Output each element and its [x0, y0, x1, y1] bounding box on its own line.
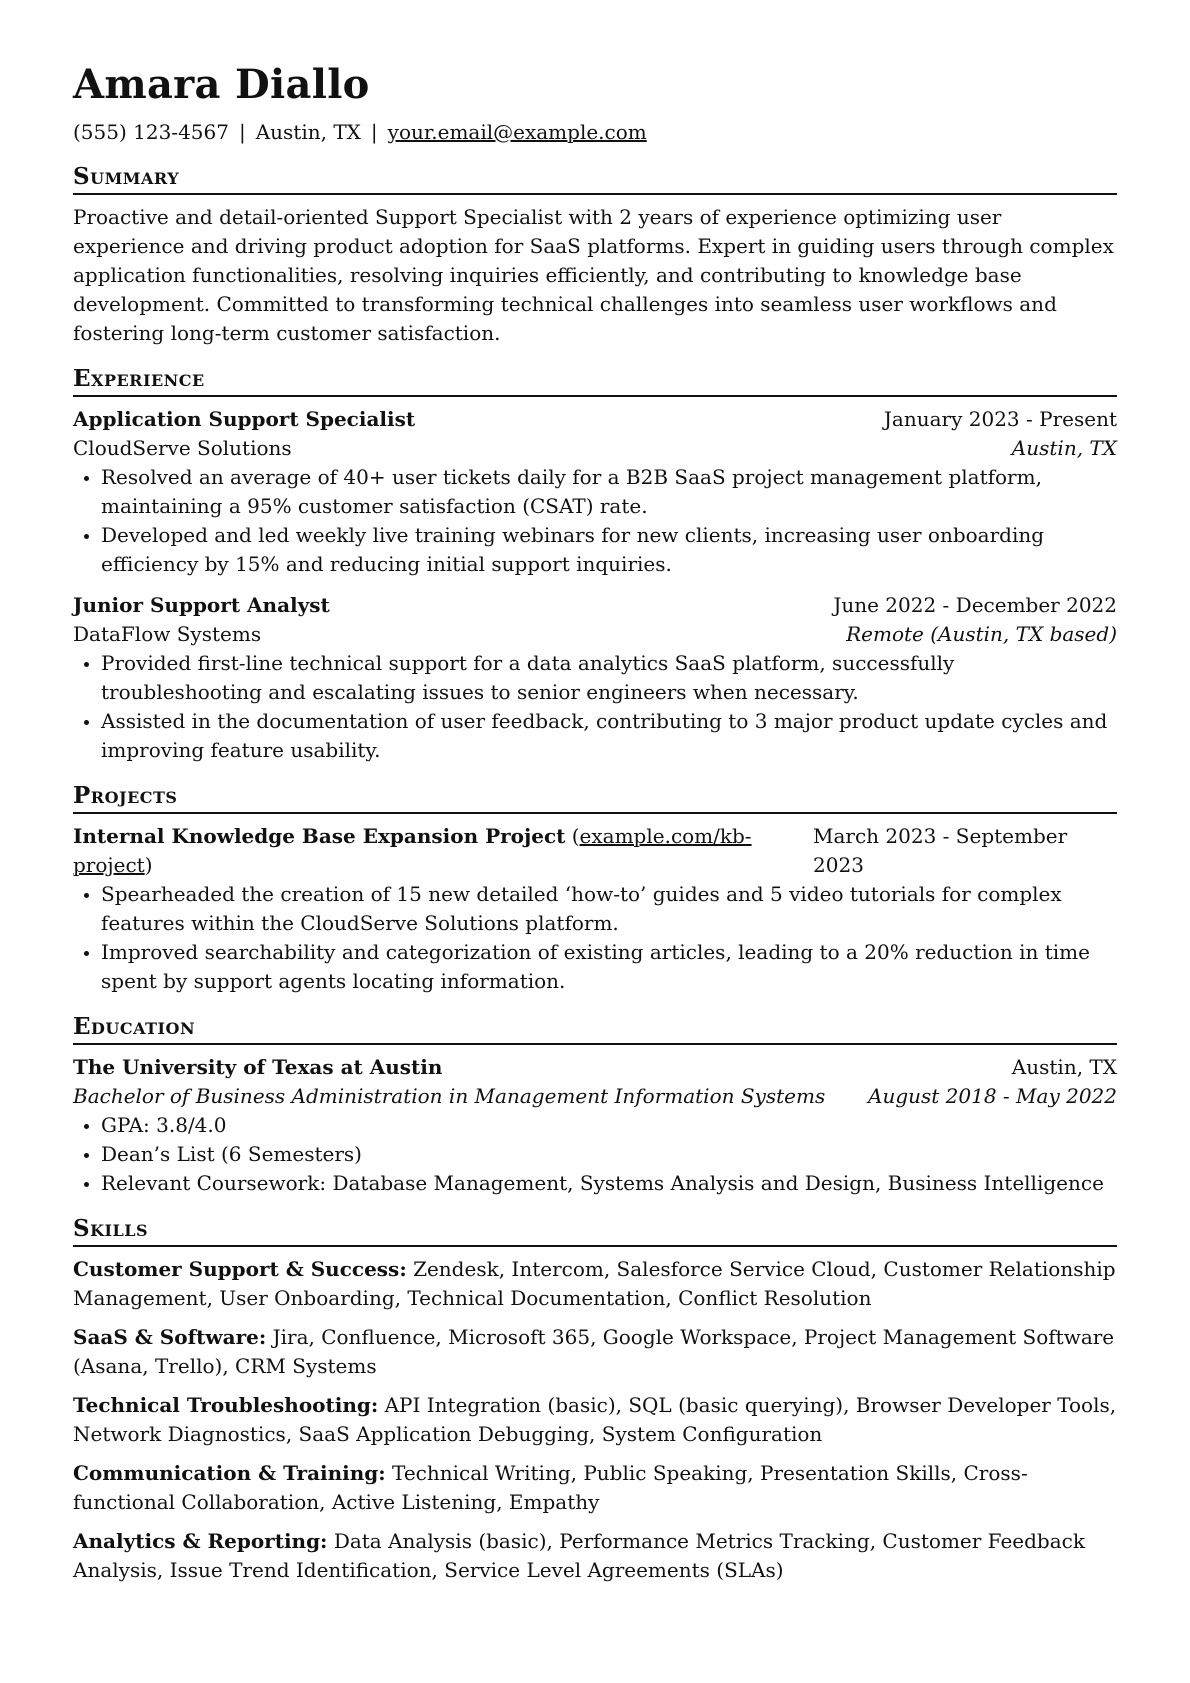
project-entry: Internal Knowledge Base Expansion Project (example.com/kb-project) March 2023 - September 2023 • Spearheaded the creation of 15 new detailed ‘how-to’ guides and 5 video tutorials for complex features within the CloudServe Solutions platform. • Improved searchability and categorization of existing articles, leading to a 20% reduction in time spent by support agents locating information.	[73, 822, 1117, 996]
skill-group	[73, 1323, 1117, 1381]
list-item: • Improved searchability and categorization of existing articles, leading to a 20% reduction in time spent by support agents locating information.	[101, 938, 1117, 996]
contact-line	[73, 118, 1117, 146]
skill-label: SaaS & Software:	[73, 1325, 267, 1349]
degree: Bachelor of Business Administration in Management Information Systems	[73, 1084, 826, 1108]
section-title-projects: Projects	[73, 781, 1117, 814]
skill-items: Technical Writing, Public Speaking, Presentation Skills, Cross-functional Collaboration, Active Listening, Empathy	[73, 1461, 1028, 1514]
summary-section	[73, 162, 1117, 348]
job-location: Austin, TX	[1011, 436, 1117, 460]
school-location: Austin, TX	[1011, 1055, 1117, 1079]
skills-section	[73, 1214, 1117, 1585]
skill-label: Communication & Training:	[73, 1461, 386, 1485]
skill-items: Data Analysis (basic), Performance Metrics Tracking, Customer Feedback Analysis, Issue Trend Identification, Service Level Agreements (SLAs)	[73, 1529, 1085, 1582]
project-dates: March 2023 - September 2023	[813, 824, 1068, 877]
school-name: The University of Texas at Austin	[73, 1055, 443, 1079]
project-bullets	[73, 880, 1117, 996]
job-bullets	[73, 463, 1117, 579]
list-item: • Spearheaded the creation of 15 new detailed ‘how-to’ guides and 5 video tutorials for complex features within the CloudServe Solutions platform.	[101, 880, 1117, 938]
section-title-skills: Skills	[73, 1214, 1117, 1247]
job-entry	[73, 405, 1117, 579]
job-role: Junior Support Analyst	[73, 593, 330, 617]
list-item: • Provided first-line technical support for a data analytics SaaS platform, successfully troubleshooting and escalating issues to senior engineers when necessary.	[101, 649, 1117, 707]
skill-items: API Integration (basic), SQL (basic querying), Browser Developer Tools, Network Diagnostics, SaaS Application Debugging, System Configuration	[73, 1393, 1117, 1446]
education-entry	[73, 1053, 1117, 1198]
list-item: • Relevant Coursework: Database Management, Systems Analysis and Design, Business Intelligence	[101, 1169, 1117, 1198]
job-role: Application Support Specialist	[73, 407, 416, 431]
project-link[interactable]: example.com/kb-project	[73, 824, 752, 877]
job-company: CloudServe Solutions	[73, 436, 292, 460]
skill-group	[73, 1255, 1117, 1313]
skill-items: Jira, Confluence, Microsoft 365, Google Workspace, Project Management Software (Asana, Trello), CRM Systems	[73, 1325, 1115, 1378]
skill-label: Customer Support & Success:	[73, 1257, 407, 1281]
summary-text: Proactive and detail-oriented Support Specialist with 2 years of experience optimizing user experience and driving product adoption for SaaS platforms. Expert in guiding users through complex application functionalities, resolving inquiries efficiently, and contributing to knowledge base development. Committed to transforming technical challenges into seamless user workflows and fostering long-term customer satisfaction.	[73, 205, 1114, 345]
candidate-name: Amara Diallo	[73, 61, 370, 108]
skill-group	[73, 1391, 1117, 1449]
separator: |	[238, 120, 246, 144]
job-entry	[73, 591, 1117, 765]
job-dates: June 2022 - December 2022	[833, 593, 1117, 617]
separator: |	[370, 120, 378, 144]
job-dates: January 2023 - Present	[883, 407, 1117, 431]
project-name: Internal Knowledge Base Expansion Project	[73, 824, 566, 848]
skill-group	[73, 1527, 1117, 1585]
email-link[interactable]: your.email@example.com	[387, 120, 647, 144]
list-item: • Assisted in the documentation of user feedback, contributing to 3 major product update cycles and improving feature usability.	[101, 707, 1117, 765]
job-company: DataFlow Systems	[73, 622, 262, 646]
job-bullets	[73, 649, 1117, 765]
list-item: • Developed and led weekly live training webinars for new clients, increasing user onboarding efficiency by 15% and reducing initial support inquiries.	[101, 521, 1117, 579]
list-item: • Dean’s List (6 Semesters)	[101, 1140, 1117, 1169]
experience-section	[73, 364, 1117, 765]
phone: (555) 123-4567	[73, 120, 229, 144]
skill-group	[73, 1459, 1117, 1517]
location: Austin, TX	[255, 120, 361, 144]
skill-label: Analytics & Reporting:	[73, 1529, 328, 1553]
list-item: • Resolved an average of 40+ user tickets daily for a B2B SaaS project management platform, maintaining a 95% customer satisfaction (CSAT) rate.	[101, 463, 1117, 521]
section-title-experience: Experience	[73, 364, 1117, 397]
education-section	[73, 1012, 1117, 1198]
education-bullets	[73, 1111, 1117, 1198]
section-title-education: Education	[73, 1012, 1117, 1045]
education-dates: August 2018 - May 2022	[868, 1084, 1117, 1108]
skill-items: Zendesk, Intercom, Salesforce Service Cloud, Customer Relationship Management, User Onboarding, Technical Documentation, Conflict Resolution	[73, 1257, 1116, 1310]
job-location: Remote (Austin, TX based)	[846, 622, 1117, 646]
section-title-summary: Summary	[73, 162, 1117, 195]
projects-section	[73, 781, 1117, 996]
list-item: • GPA: 3.8/4.0	[101, 1111, 1117, 1140]
skill-label: Technical Troubleshooting:	[73, 1393, 379, 1417]
